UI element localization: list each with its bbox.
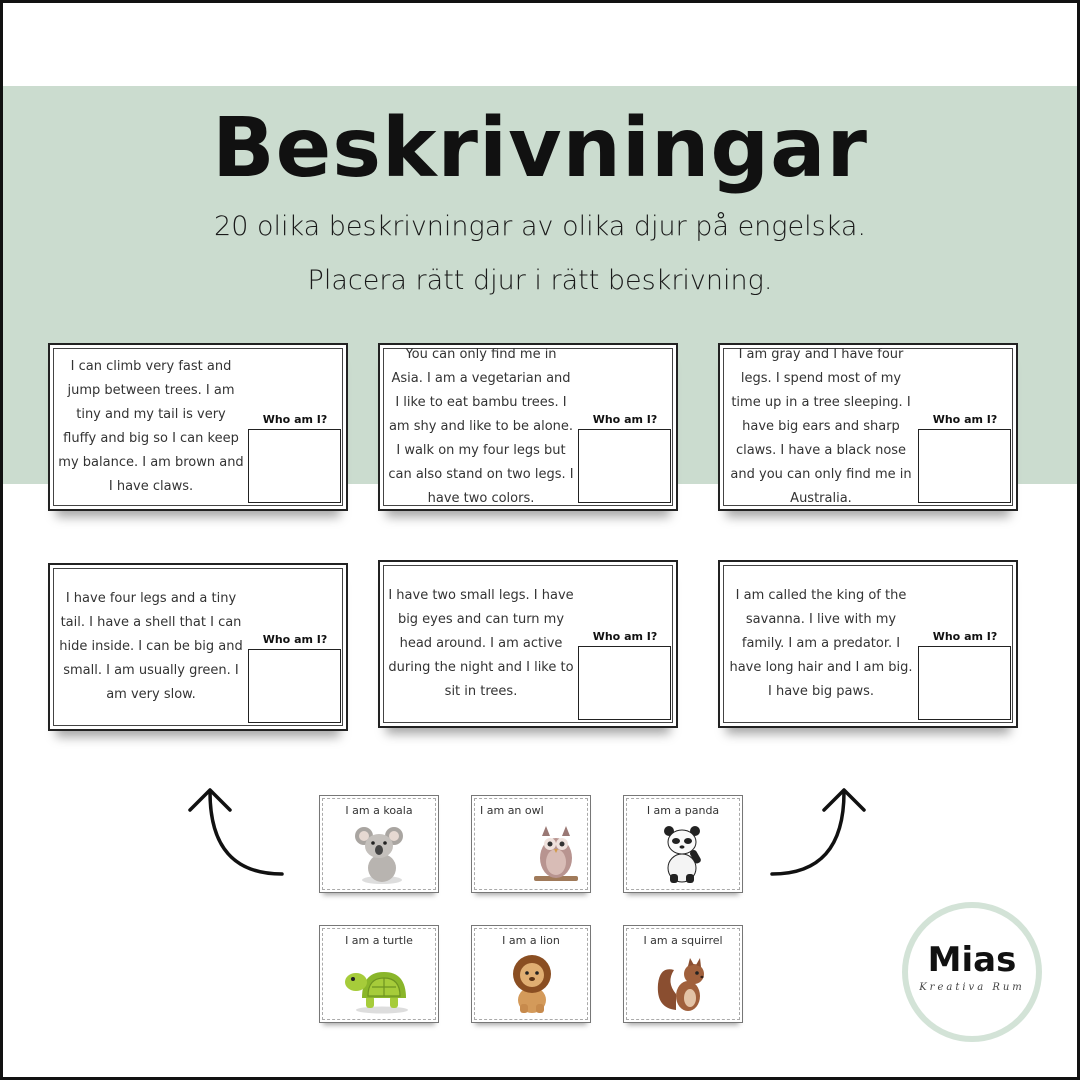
- description-card-turtle: [48, 563, 348, 731]
- card-description: I am called the king of the savanna. I live with my family. I am a predator. I have long hair and I am big. I have big paws.: [729, 588, 913, 699]
- lion-icon: [502, 952, 562, 1016]
- panda-icon: [654, 822, 714, 886]
- answer-box[interactable]: [918, 646, 1011, 720]
- description-card-lion: [718, 560, 1018, 728]
- description-card-koala: [718, 343, 1018, 511]
- tile-label: I am a panda: [646, 804, 720, 817]
- answer-box[interactable]: [248, 649, 341, 723]
- animal-tile-koala[interactable]: [319, 795, 439, 893]
- card-description: You can only find me in Asia. I am a vegetarian and I like to eat bambu trees. I am shy and like to be alone. I walk on my four legs but can also stand on two legs. I have two colors.: [388, 347, 574, 506]
- page-title: Beskrivningar: [212, 101, 868, 196]
- tile-label: I am a lion: [502, 934, 560, 947]
- curved-arrow-right-icon: [764, 778, 874, 878]
- animal-tile-turtle[interactable]: [319, 925, 439, 1023]
- card-description: I am gray and I have four legs. I spend most of my time up in a tree sleeping. I have big ears and sharp claws. I have a black nose and you can only find me in Australia.: [730, 347, 912, 506]
- curved-arrow-left-icon: [180, 778, 290, 878]
- tile-label: I am a squirrel: [643, 934, 723, 947]
- who-am-i-label: Who am I?: [592, 630, 658, 643]
- animal-tile-owl[interactable]: [471, 795, 591, 893]
- who-am-i-label: Who am I?: [932, 630, 998, 643]
- tile-label: I am an owl: [480, 804, 544, 817]
- owl-icon: [530, 822, 590, 886]
- answer-box[interactable]: [248, 429, 341, 503]
- description-card-squirrel: [48, 343, 348, 511]
- koala-icon: [350, 822, 410, 886]
- squirrel-icon: [654, 952, 714, 1016]
- subtitle-line-1: 20 olika beskrivningar av olika djur på engelska.: [214, 211, 866, 242]
- subtitle-line-2: Placera rätt djur i rätt beskrivning.: [307, 265, 773, 296]
- animal-tile-squirrel[interactable]: [623, 925, 743, 1023]
- brand-logo: [902, 902, 1042, 1042]
- who-am-i-label: Who am I?: [592, 413, 658, 426]
- card-description: I have four legs and a tiny tail. I have a shell that I can hide inside. I can be big and small. I am usually green. I am very slow.: [59, 591, 243, 702]
- description-card-owl: [378, 560, 678, 728]
- card-description: I can climb very fast and jump between trees. I am tiny and my tail is very fluffy and big so I can keep my balance. I am brown and I have claws.: [58, 359, 244, 494]
- description-card-panda: [378, 343, 678, 511]
- answer-box[interactable]: [918, 429, 1011, 503]
- card-description: I have two small legs. I have big eyes and can turn my head around. I am active during the night and I like to sit in trees.: [388, 588, 574, 699]
- animal-tile-lion[interactable]: [471, 925, 591, 1023]
- turtle-icon: [342, 952, 412, 1016]
- logo-tagline: Kreativa Rum: [919, 982, 1025, 993]
- tile-label: I am a turtle: [345, 934, 413, 947]
- animal-tile-panda[interactable]: [623, 795, 743, 893]
- tile-label: I am a koala: [345, 804, 413, 817]
- answer-box[interactable]: [578, 646, 671, 720]
- who-am-i-label: Who am I?: [262, 633, 328, 646]
- logo-name: Mias: [927, 940, 1017, 980]
- who-am-i-label: Who am I?: [932, 413, 998, 426]
- who-am-i-label: Who am I?: [262, 413, 328, 426]
- answer-box[interactable]: [578, 429, 671, 503]
